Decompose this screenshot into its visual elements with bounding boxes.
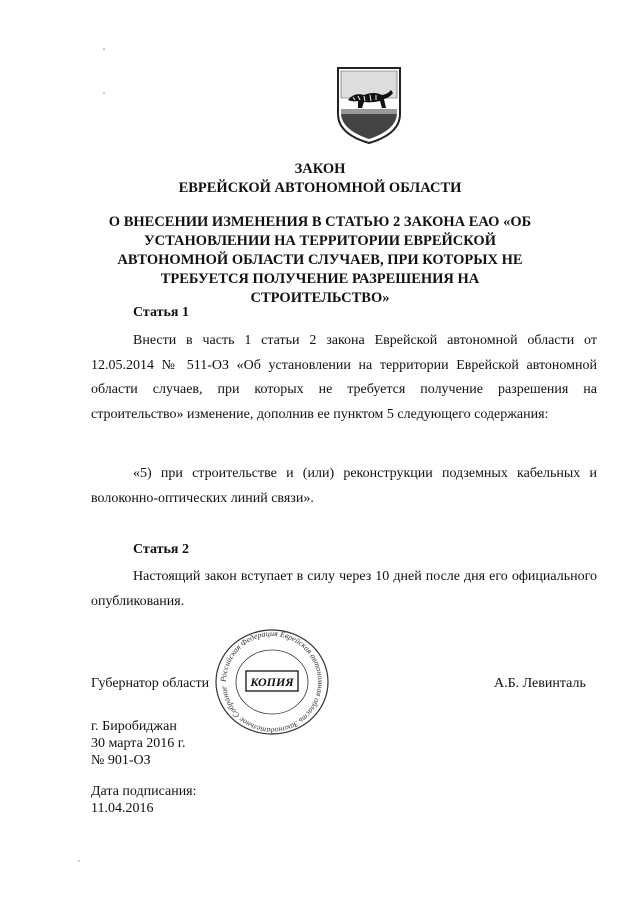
footer-number: № 901-ОЗ [91, 753, 151, 768]
scan-speck [103, 92, 105, 94]
footer-city: г. Биробиджан [91, 719, 177, 734]
article-2-heading: Статья 2 [133, 542, 189, 557]
article-2-text: Настоящий закон вступает в силу через 10 дней после дня его официального опубликования. [91, 569, 597, 609]
law-title [0, 160, 640, 198]
footer-sign-label: Дата подписания: [91, 784, 197, 799]
law-subtitle: О ВНЕСЕНИИ ИЗМЕНЕНИЯ В СТАТЬЮ 2 ЗАКОНА ЕАО «ОБ УСТАНОВЛЕНИИ НА ТЕРРИТОРИИ ЕВРЕЙСКОЙ АВТОНОМНОЙ ОБЛАСТИ СЛУЧАЕВ, ПРИ КОТОРЫХ НЕ ТРЕБУЕТСЯ ПОЛУЧЕНИЕ РАЗРЕШЕНИЯ НА СТРОИТЕЛЬСТВО» [108, 214, 532, 306]
law-title-word: ЗАКОН [294, 161, 346, 177]
scan-speck [103, 48, 105, 50]
scan-speck [78, 860, 80, 862]
footer-sign-date: 11.04.2016 [91, 801, 154, 816]
stamp-ring-text: Российская Федерация Еврейская автономная область Законодательное Собрание [218, 628, 326, 736]
signatory-name: А.Б. Левинталь [494, 676, 586, 691]
stamp-copy-label: КОПИЯ [250, 675, 294, 689]
signatory-position: Губернатор области [91, 676, 210, 691]
coat-of-arms-emblem [334, 64, 404, 146]
article-1-quote: «5) при строительстве и (или) реконструкции подземных кабельных и волоконно-оптических линий связи». [91, 466, 597, 506]
footer-date: 30 марта 2016 г. [91, 736, 186, 751]
copy-stamp [210, 626, 334, 738]
law-title-region: ЕВРЕЙСКОЙ АВТОНОМНОЙ ОБЛАСТИ [178, 180, 462, 196]
article-1-heading: Статья 1 [133, 305, 189, 320]
article-1-text: Внести в часть 1 статьи 2 закона Еврейской автономной области от 12.05.2014 № 511-ОЗ «Об установлении на территории Еврейской автономной области случаев, при которых не требуется получение разрешения на строительство» изменение, дополнив ее пунктом 5 следующего содержания: [91, 333, 597, 422]
